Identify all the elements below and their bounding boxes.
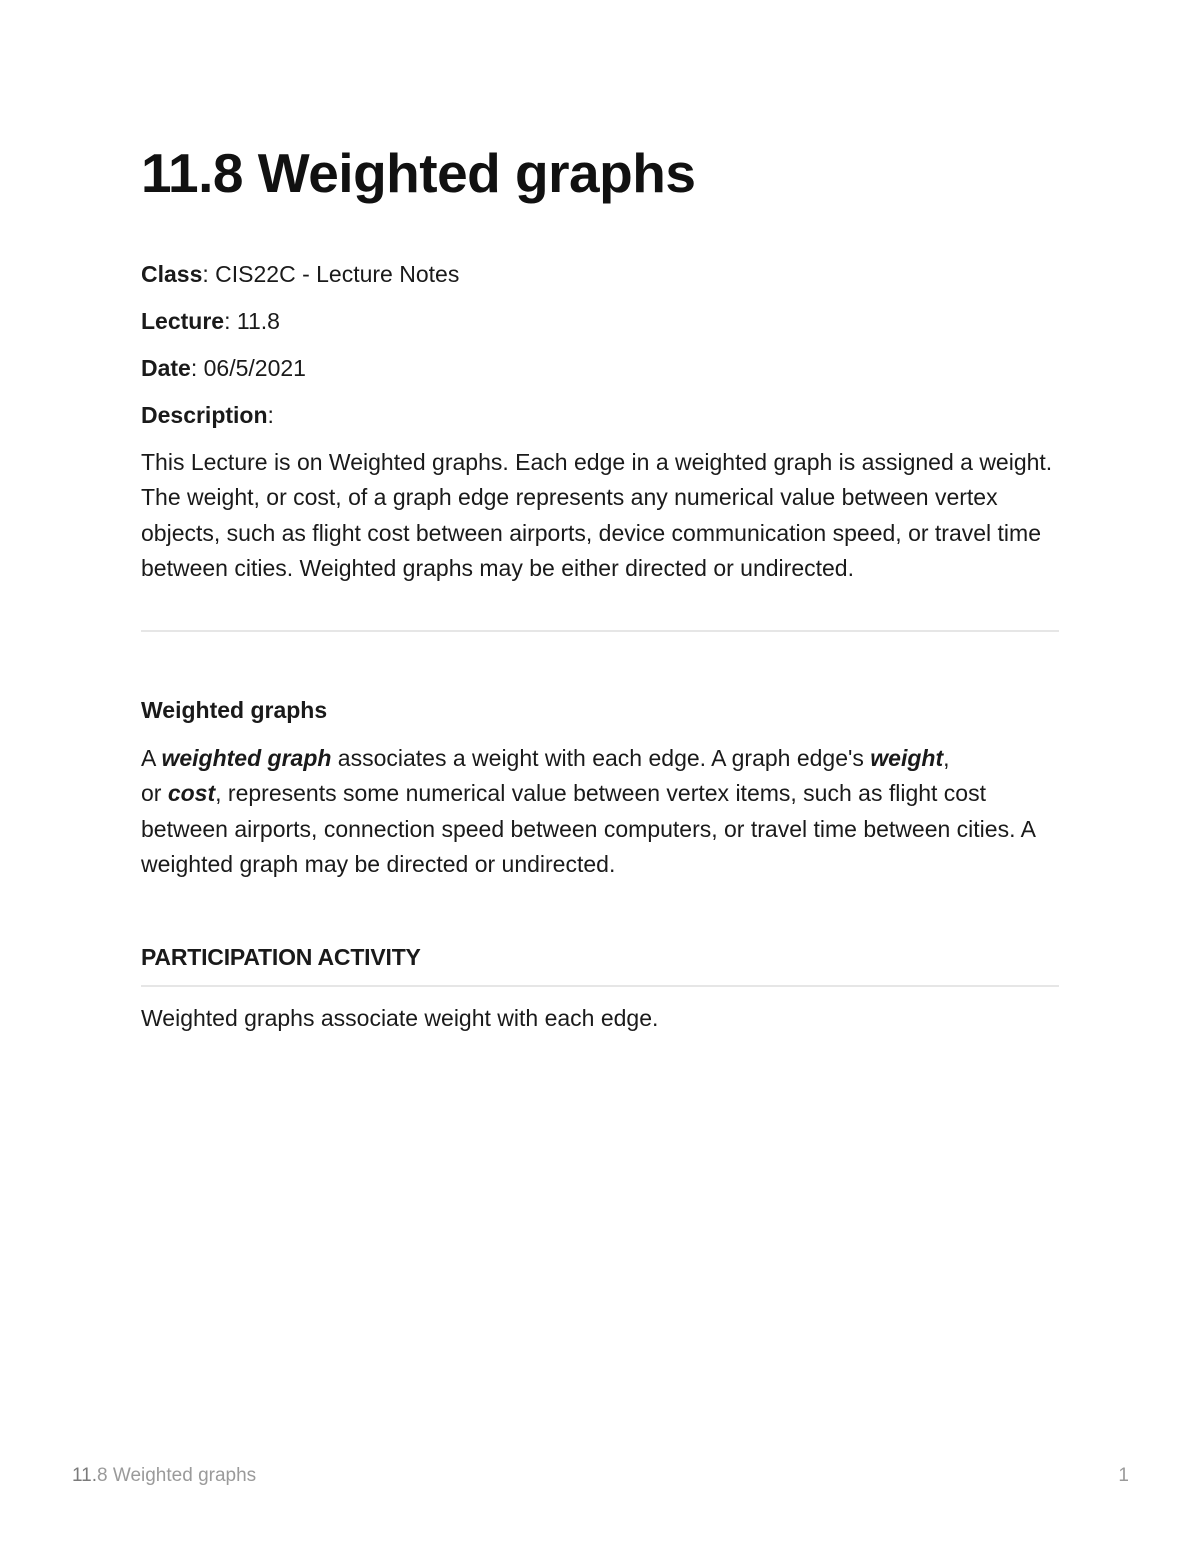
property-lecture-value: 11.8: [236, 308, 280, 334]
footer-title-number: 11.: [72, 1465, 98, 1486]
property-lecture-key: Lecture: [141, 308, 225, 334]
property-lecture: [141, 306, 280, 336]
footer-title-text: 8 Weighted graphs: [97, 1465, 257, 1486]
paragraph-text-a: A: [141, 745, 162, 771]
divider: [141, 985, 1059, 987]
property-description-key: Description: [141, 402, 268, 428]
property-lecture-colon: :: [224, 308, 231, 334]
paragraph-text-c: , or: [141, 745, 950, 807]
property-class: [141, 259, 459, 289]
section-heading-participation-activity: PARTICIPATION ACTIVITY: [141, 944, 421, 970]
weighted-graphs-paragraph: [141, 741, 1059, 883]
property-description-colon: :: [267, 402, 274, 428]
paragraph-text-b: associates a weight with each edge. A graph edge's: [331, 745, 871, 771]
property-date-colon: :: [190, 355, 198, 381]
property-date-key: Date: [141, 355, 191, 381]
property-date-value: 06/5/2021: [203, 355, 306, 381]
participation-text: Weighted graphs associate weight with each edge.: [141, 1005, 659, 1031]
paragraph-text-d: , represents some numerical value between vertex items, such as flight cost between airports, connection speed between computers, or travel time between cities. A weighted graph may be directed or undirected.: [141, 780, 1035, 878]
footer-title: [72, 1464, 256, 1488]
divider: [141, 630, 1059, 632]
page-title: 11.8 Weighted graphs: [141, 142, 696, 204]
term-cost: cost: [167, 780, 216, 807]
description-text: This Lecture is on Weighted graphs. Each edge in a weighted graph is assigned a weight. The weight, or cost, of a graph edge represents any numerical value between vertex objects, such as flight cost between airports, device communication speed, or travel time between cities. Weighted graphs may be either directed or undirected.: [141, 449, 1053, 582]
property-class-colon: :: [202, 261, 209, 287]
property-description: [141, 400, 274, 430]
term-weight: weight: [870, 745, 944, 771]
section-heading-weighted-graphs: Weighted graphs: [141, 697, 328, 723]
property-class-value: CIS22C - Lecture Notes: [215, 261, 460, 287]
footer-page-number: 1: [1118, 1465, 1129, 1486]
term-weighted-graph: weighted graph: [161, 745, 332, 771]
property-date: [141, 353, 306, 383]
property-class-key: Class: [141, 261, 203, 287]
